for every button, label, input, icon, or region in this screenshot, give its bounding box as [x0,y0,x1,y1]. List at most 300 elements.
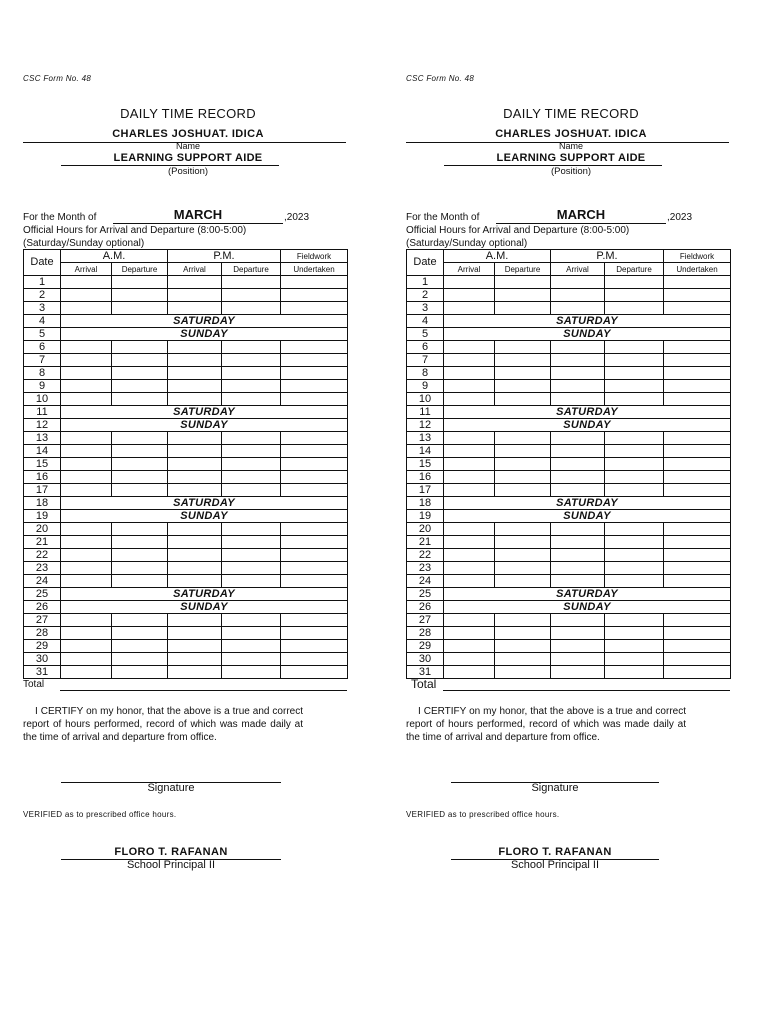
pm-departure-cell [605,562,664,575]
month-label: For the Month of [406,212,480,223]
am-arrival-cell [444,653,495,666]
pm-departure-cell [222,666,281,679]
am-departure-cell [495,666,551,679]
table-row [24,666,348,679]
pm-arrival-cell [168,445,222,458]
table-row [407,614,731,627]
am-departure-cell [495,458,551,471]
fieldwork-cell [281,302,348,315]
fieldwork-cell [664,640,731,653]
pm-departure-cell [222,627,281,640]
row-date: 19 [407,510,444,523]
table-row [24,510,348,523]
am-arrival-cell [61,341,112,354]
pm-departure-cell [605,640,664,653]
table-row [24,536,348,549]
am-departure-cell [495,276,551,289]
row-date: 12 [407,419,444,432]
pm-arrival-cell [551,393,605,406]
fieldwork-cell [664,523,731,536]
am-departure-cell [112,471,168,484]
am-arrival-cell [444,276,495,289]
am-departure-cell [495,627,551,640]
row-date: 4 [407,315,444,328]
am-departure-cell [495,523,551,536]
am-departure-cell [112,536,168,549]
row-date: 4 [24,315,61,328]
row-date: 14 [407,445,444,458]
am-arrival-cell [444,380,495,393]
fieldwork-cell [664,666,731,679]
pm-arrival-cell [551,458,605,471]
pm-departure-header: Departure [605,263,664,276]
pm-arrival-cell [168,471,222,484]
verified-text: VERIFIED as to prescribed office hours. [406,810,560,819]
pm-arrival-cell [551,432,605,445]
table-row [24,289,348,302]
fieldwork-cell [664,614,731,627]
month-value: MARCH [556,207,606,222]
weekend-label: SUNDAY [444,601,731,614]
weekend-label: SATURDAY [444,406,731,419]
am-arrival-cell [61,640,112,653]
row-date: 7 [24,354,61,367]
weekend-label: SATURDAY [444,315,731,328]
table-row [24,458,348,471]
principal-name: FLORO T. RAFANAN [498,846,612,858]
fieldwork-header: Fieldwork [281,250,348,263]
row-date: 21 [24,536,61,549]
table-row [24,367,348,380]
pm-arrival-cell [168,354,222,367]
am-arrival-cell [444,575,495,588]
row-date: 31 [407,666,444,679]
row-date: 27 [407,614,444,627]
fieldwork-cell [664,393,731,406]
pm-departure-cell [222,341,281,354]
pm-departure-cell [222,276,281,289]
pm-departure-cell [222,289,281,302]
fieldwork-cell [281,666,348,679]
am-arrival-header: Arrival [61,263,112,276]
pm-arrival-cell [551,471,605,484]
signature-caption: Signature [147,782,195,794]
am-arrival-cell [61,549,112,562]
fieldwork-cell [281,432,348,445]
pm-arrival-cell [168,367,222,380]
table-row [407,419,731,432]
am-arrival-cell [61,276,112,289]
pm-departure-cell [222,458,281,471]
fieldwork-cell [664,289,731,302]
row-date: 10 [24,393,61,406]
row-date: 19 [24,510,61,523]
am-departure-cell [112,445,168,458]
weekend-label: SUNDAY [444,419,731,432]
am-departure-cell [495,471,551,484]
am-departure-cell [112,432,168,445]
am-arrival-cell [444,393,495,406]
pm-arrival-cell [168,666,222,679]
am-header: A.M. [61,250,168,263]
table-row [24,562,348,575]
table-row [24,601,348,614]
table-header-row [24,250,348,263]
total-underline [443,690,730,691]
pm-arrival-cell [551,549,605,562]
row-date: 28 [407,627,444,640]
table-row [407,367,731,380]
fieldwork-header: Fieldwork [664,250,731,263]
am-departure-cell [112,562,168,575]
pm-arrival-cell [551,445,605,458]
am-departure-cell [495,302,551,315]
row-date: 17 [407,484,444,497]
fieldwork-cell [664,484,731,497]
row-date: 1 [24,276,61,289]
table-row [407,549,731,562]
pm-departure-cell [605,432,664,445]
weekend-label: SUNDAY [61,419,348,432]
weekend-label: SUNDAY [61,601,348,614]
am-departure-header: Departure [112,263,168,276]
am-departure-cell [112,653,168,666]
undertaken-header: Undertaken [664,263,731,276]
table-row [407,588,731,601]
am-departure-cell [495,289,551,302]
am-departure-cell [112,549,168,562]
table-row [24,419,348,432]
table-row [407,458,731,471]
pm-arrival-header: Arrival [168,263,222,276]
am-arrival-cell [61,393,112,406]
pm-arrival-cell [168,627,222,640]
fieldwork-cell [281,471,348,484]
row-date: 20 [407,523,444,536]
fieldwork-cell [281,393,348,406]
total-label: Total [23,679,45,690]
fieldwork-cell [281,289,348,302]
pm-departure-cell [222,484,281,497]
pm-arrival-cell [551,354,605,367]
am-departure-cell [495,354,551,367]
pm-departure-cell [222,354,281,367]
form-number: CSC Form No. 48 [406,74,475,83]
am-arrival-cell [444,536,495,549]
am-departure-cell [495,432,551,445]
row-date: 16 [24,471,61,484]
table-row [407,380,731,393]
pm-arrival-cell [168,484,222,497]
fieldwork-cell [664,432,731,445]
row-date: 3 [407,302,444,315]
table-row [407,536,731,549]
table-header-row [407,250,731,263]
pm-arrival-cell [168,562,222,575]
pm-departure-cell [222,549,281,562]
am-arrival-cell [444,562,495,575]
fieldwork-cell [281,484,348,497]
table-row [24,471,348,484]
am-departure-cell [112,380,168,393]
row-date: 25 [24,588,61,601]
am-departure-cell [495,367,551,380]
table-row [24,497,348,510]
row-date: 14 [24,445,61,458]
table-row [407,471,731,484]
form-number: CSC Form No. 48 [23,74,92,83]
certification-text: I CERTIFY on my honor, that the above is a true and correct report of hours performed, record of which was made daily at the time of arrival and departure from office. [406,706,686,743]
am-departure-cell [495,393,551,406]
pm-departure-cell [605,627,664,640]
row-date: 6 [24,341,61,354]
am-arrival-cell [61,445,112,458]
pm-departure-cell [605,354,664,367]
pm-departure-cell [222,653,281,666]
fieldwork-cell [281,549,348,562]
undertaken-header: Undertaken [281,263,348,276]
table-row [24,341,348,354]
total-underline [60,690,347,691]
pm-arrival-cell [168,640,222,653]
pm-departure-cell [222,523,281,536]
form-title: DAILY TIME RECORD [503,106,639,121]
fieldwork-cell [281,640,348,653]
pm-departure-cell [222,614,281,627]
official-hours-note: Official Hours for Arrival and Departure (8:00-5:00) [23,225,247,236]
table-row [407,523,731,536]
pm-arrival-cell [168,536,222,549]
table-row [24,406,348,419]
table-row [24,549,348,562]
am-departure-cell [495,562,551,575]
official-hours-note: Official Hours for Arrival and Departure (8:00-5:00) [406,225,630,236]
am-departure-cell [495,380,551,393]
fieldwork-cell [664,471,731,484]
fieldwork-cell [281,653,348,666]
fieldwork-cell [664,653,731,666]
am-arrival-cell [61,523,112,536]
row-date: 18 [407,497,444,510]
table-row [407,497,731,510]
am-arrival-cell [444,549,495,562]
row-date: 28 [24,627,61,640]
verified-text: VERIFIED as to prescribed office hours. [23,810,177,819]
am-departure-cell [495,653,551,666]
table-row [407,601,731,614]
month-value: MARCH [173,207,223,222]
table-row [24,302,348,315]
am-departure-cell [112,484,168,497]
am-arrival-cell [61,562,112,575]
table-row [407,627,731,640]
pm-departure-header: Departure [222,263,281,276]
pm-departure-cell [605,341,664,354]
row-date: 12 [24,419,61,432]
fieldwork-cell [281,341,348,354]
certification-text: I CERTIFY on my honor, that the above is a true and correct report of hours performed, record of which was made daily at the time of arrival and departure from office. [23,706,303,743]
am-departure-cell [112,367,168,380]
am-departure-cell [495,536,551,549]
pm-arrival-cell [168,653,222,666]
row-date: 2 [407,289,444,302]
pm-arrival-cell [551,666,605,679]
row-date: 20 [24,523,61,536]
row-date: 13 [407,432,444,445]
principal-title: School Principal II [510,859,600,871]
table-row [24,315,348,328]
am-arrival-cell [61,666,112,679]
row-date: 11 [24,406,61,419]
table-row [407,406,731,419]
am-arrival-cell [61,575,112,588]
am-arrival-cell [61,289,112,302]
pm-header: P.M. [168,250,281,263]
am-arrival-header: Arrival [444,263,495,276]
pm-arrival-cell [168,458,222,471]
fieldwork-cell [664,536,731,549]
table-row [407,354,731,367]
am-departure-cell [112,640,168,653]
fieldwork-cell [664,575,731,588]
am-departure-cell [495,549,551,562]
am-departure-cell [112,458,168,471]
pm-departure-cell [222,302,281,315]
table-row [24,484,348,497]
fieldwork-cell [664,276,731,289]
pm-departure-cell [222,471,281,484]
time-record-table [406,249,731,679]
name-caption: Name [558,141,583,151]
row-date: 22 [407,549,444,562]
am-arrival-cell [61,484,112,497]
pm-departure-cell [605,523,664,536]
pm-arrival-cell [551,276,605,289]
row-date: 6 [407,341,444,354]
am-departure-cell [495,484,551,497]
fieldwork-cell [281,445,348,458]
row-date: 10 [407,393,444,406]
am-arrival-cell [444,458,495,471]
pm-arrival-cell [551,536,605,549]
table-row [24,328,348,341]
employee-position: LEARNING SUPPORT AIDE [113,152,263,164]
row-date: 13 [24,432,61,445]
am-departure-cell [112,302,168,315]
row-date: 29 [24,640,61,653]
pm-arrival-cell [168,276,222,289]
table-row [24,588,348,601]
date-header: Date [407,250,444,276]
table-row [407,432,731,445]
pm-arrival-cell [551,562,605,575]
employee-position: LEARNING SUPPORT AIDE [496,152,646,164]
row-date: 31 [24,666,61,679]
form-title: DAILY TIME RECORD [120,106,256,121]
date-header: Date [24,250,61,276]
pm-departure-cell [605,302,664,315]
am-arrival-cell [61,614,112,627]
row-date: 30 [24,653,61,666]
table-row [407,445,731,458]
pm-arrival-cell [551,341,605,354]
row-date: 21 [407,536,444,549]
table-row [407,289,731,302]
fieldwork-cell [281,562,348,575]
am-arrival-cell [61,471,112,484]
pm-arrival-cell [551,627,605,640]
weekend-label: SATURDAY [61,588,348,601]
weekend-label: SUNDAY [444,510,731,523]
pm-departure-cell [605,549,664,562]
am-header: A.M. [444,250,551,263]
table-row [24,614,348,627]
row-date: 2 [24,289,61,302]
pm-arrival-cell [551,367,605,380]
row-date: 11 [407,406,444,419]
table-subheader-row [407,263,731,276]
table-row [407,575,731,588]
table-row [407,315,731,328]
table-row [24,575,348,588]
am-departure-header: Departure [495,263,551,276]
weekend-label: SATURDAY [444,588,731,601]
table-row [24,640,348,653]
am-arrival-cell [444,666,495,679]
table-row [24,627,348,640]
am-arrival-cell [61,458,112,471]
row-date: 23 [407,562,444,575]
pm-departure-cell [605,614,664,627]
table-row [407,341,731,354]
pm-arrival-cell [551,289,605,302]
total-label: Total [411,677,437,691]
pm-arrival-cell [168,341,222,354]
table-row [407,328,731,341]
am-departure-cell [112,575,168,588]
pm-arrival-cell [551,302,605,315]
am-arrival-cell [61,627,112,640]
row-date: 5 [24,328,61,341]
am-arrival-cell [444,432,495,445]
row-date: 9 [24,380,61,393]
row-date: 26 [407,601,444,614]
fieldwork-cell [664,341,731,354]
fieldwork-cell [664,445,731,458]
am-arrival-cell [444,471,495,484]
table-row [24,523,348,536]
pm-departure-cell [605,367,664,380]
fieldwork-cell [281,367,348,380]
am-arrival-cell [61,432,112,445]
row-date: 1 [407,276,444,289]
am-departure-cell [112,341,168,354]
row-date: 8 [24,367,61,380]
weekend-optional-note: (Saturday/Sunday optional) [23,238,145,249]
row-date: 23 [24,562,61,575]
row-date: 15 [407,458,444,471]
am-departure-cell [112,354,168,367]
row-date: 26 [24,601,61,614]
am-arrival-cell [444,289,495,302]
am-arrival-cell [444,523,495,536]
am-departure-cell [495,640,551,653]
am-departure-cell [112,614,168,627]
pm-departure-cell [605,458,664,471]
am-arrival-cell [61,380,112,393]
row-date: 29 [407,640,444,653]
pm-departure-cell [222,380,281,393]
